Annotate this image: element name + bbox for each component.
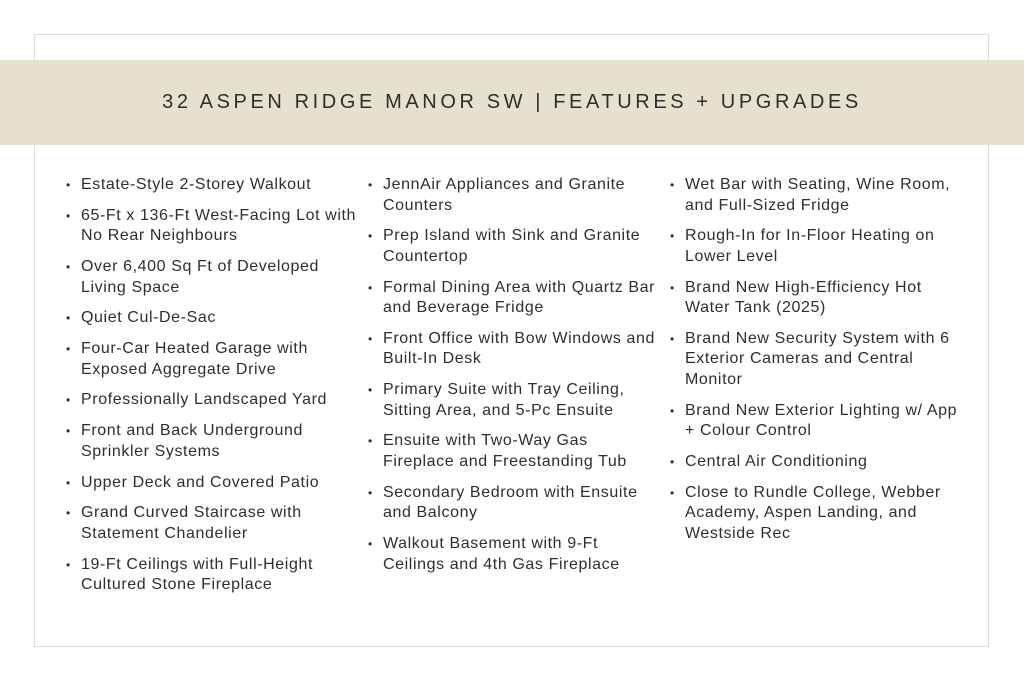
bullet-icon: •: [66, 424, 71, 439]
features-column-1: [66, 175, 356, 606]
bullet-icon: •: [368, 434, 373, 449]
feature-text: Grand Curved Staircase with Statement Chandelier: [81, 504, 302, 542]
feature-item: [66, 175, 356, 196]
bullet-icon: •: [368, 331, 373, 346]
bullet-icon: •: [66, 342, 71, 357]
feature-item: [368, 278, 658, 319]
bullet-icon: •: [670, 485, 675, 500]
bullet-icon: •: [368, 178, 373, 192]
feature-item: [66, 503, 356, 544]
feature-item: [66, 390, 356, 411]
bullet-icon: •: [368, 537, 373, 552]
bullet-icon: •: [66, 506, 71, 521]
feature-text: Close to Rundle College, Webber Academy, Aspen Landing, and Westside Rec: [685, 483, 941, 542]
feature-text: 19-Ft Ceilings with Full-Height Cultured Stone Fireplace: [81, 555, 314, 594]
feature-text: Front and Back Underground Sprinkler Systems: [81, 422, 303, 460]
feature-item: [368, 226, 658, 267]
feature-item: [66, 308, 356, 329]
feature-text: Walkout Basement with 9-Ft Ceilings and 4th Gas Fireplace: [383, 535, 620, 573]
feature-text: Ensuite with Two-Way Gas Fireplace and Freestanding Tub: [383, 432, 627, 470]
bullet-icon: •: [670, 178, 675, 192]
feature-text: Over 6,400 Sq Ft of Developed Living Space: [81, 258, 319, 296]
feature-text: Wet Bar with Seating, Wine Room, and Full-Sized Fridge: [685, 176, 951, 214]
bullet-icon: •: [670, 331, 675, 346]
bullet-icon: •: [368, 280, 373, 295]
bullet-icon: •: [670, 454, 675, 469]
bullet-icon: •: [66, 475, 71, 490]
features-columns: [66, 175, 966, 625]
feature-text: Brand New Security System with 6 Exterior Cameras and Central Monitor: [685, 329, 950, 388]
feature-text: Estate-Style 2-Storey Walkout: [81, 176, 312, 193]
feature-text: Prep Island with Sink and Granite Countertop: [383, 227, 641, 265]
feature-text: 65-Ft x 136-Ft West-Facing Lot with No Rear Neighbours: [81, 206, 357, 245]
feature-text: Secondary Bedroom with Ensuite and Balcony: [383, 483, 638, 522]
feature-item: [66, 421, 356, 462]
feature-text: Brand New High-Efficiency Hot Water Tank (2025): [685, 278, 922, 317]
title-banner: [0, 60, 1024, 145]
feature-text: Four-Car Heated Garage with Exposed Aggregate Drive: [81, 340, 308, 378]
feature-text: Front Office with Bow Windows and Built-In Desk: [383, 329, 656, 368]
bullet-icon: •: [368, 229, 373, 244]
feature-item: [368, 175, 658, 216]
feature-item: [670, 226, 960, 267]
bullet-icon: •: [66, 311, 71, 326]
bullet-icon: •: [670, 403, 675, 418]
feature-text: JennAir Appliances and Granite Counters: [383, 176, 626, 214]
bullet-icon: •: [66, 393, 71, 408]
bullet-icon: •: [66, 260, 71, 275]
feature-text: Brand New Exterior Lighting w/ App + Colour Control: [685, 401, 958, 440]
feature-item: [66, 257, 356, 298]
feature-text: Professionally Landscaped Yard: [81, 391, 327, 409]
feature-item: [66, 339, 356, 380]
feature-item: [368, 483, 658, 524]
feature-item: [66, 206, 356, 247]
feature-item: [368, 534, 658, 575]
bullet-icon: •: [368, 485, 373, 500]
bullet-icon: •: [368, 383, 373, 398]
feature-text: Central Air Conditioning: [685, 452, 868, 470]
feature-item: [670, 329, 960, 391]
features-column-3: [670, 175, 960, 555]
page-title: 32 ASPEN RIDGE MANOR SW | FEATURES + UPGRADES: [162, 91, 862, 113]
feature-text: Rough-In for In-Floor Heating on Lower Level: [685, 227, 935, 265]
features-column-2: [368, 175, 658, 585]
feature-item: [670, 175, 960, 216]
feature-item: [368, 329, 658, 370]
feature-item: [670, 401, 960, 442]
feature-text: Upper Deck and Covered Patio: [81, 473, 320, 491]
feature-text: Formal Dining Area with Quartz Bar and Beverage Fridge: [383, 278, 656, 317]
feature-item: [368, 431, 658, 472]
bullet-icon: •: [670, 280, 675, 295]
feature-item: [368, 380, 658, 421]
feature-item: [670, 483, 960, 545]
feature-item: [670, 278, 960, 319]
feature-text: Primary Suite with Tray Ceiling, Sitting Area, and 5-Pc Ensuite: [383, 381, 625, 419]
bullet-icon: •: [66, 178, 71, 192]
feature-item: [670, 452, 960, 473]
bullet-icon: •: [670, 229, 675, 244]
feature-text: Quiet Cul-De-Sac: [81, 309, 216, 327]
bullet-icon: •: [66, 557, 71, 572]
bullet-icon: •: [66, 208, 71, 223]
feature-item: [66, 473, 356, 494]
feature-item: [66, 555, 356, 596]
